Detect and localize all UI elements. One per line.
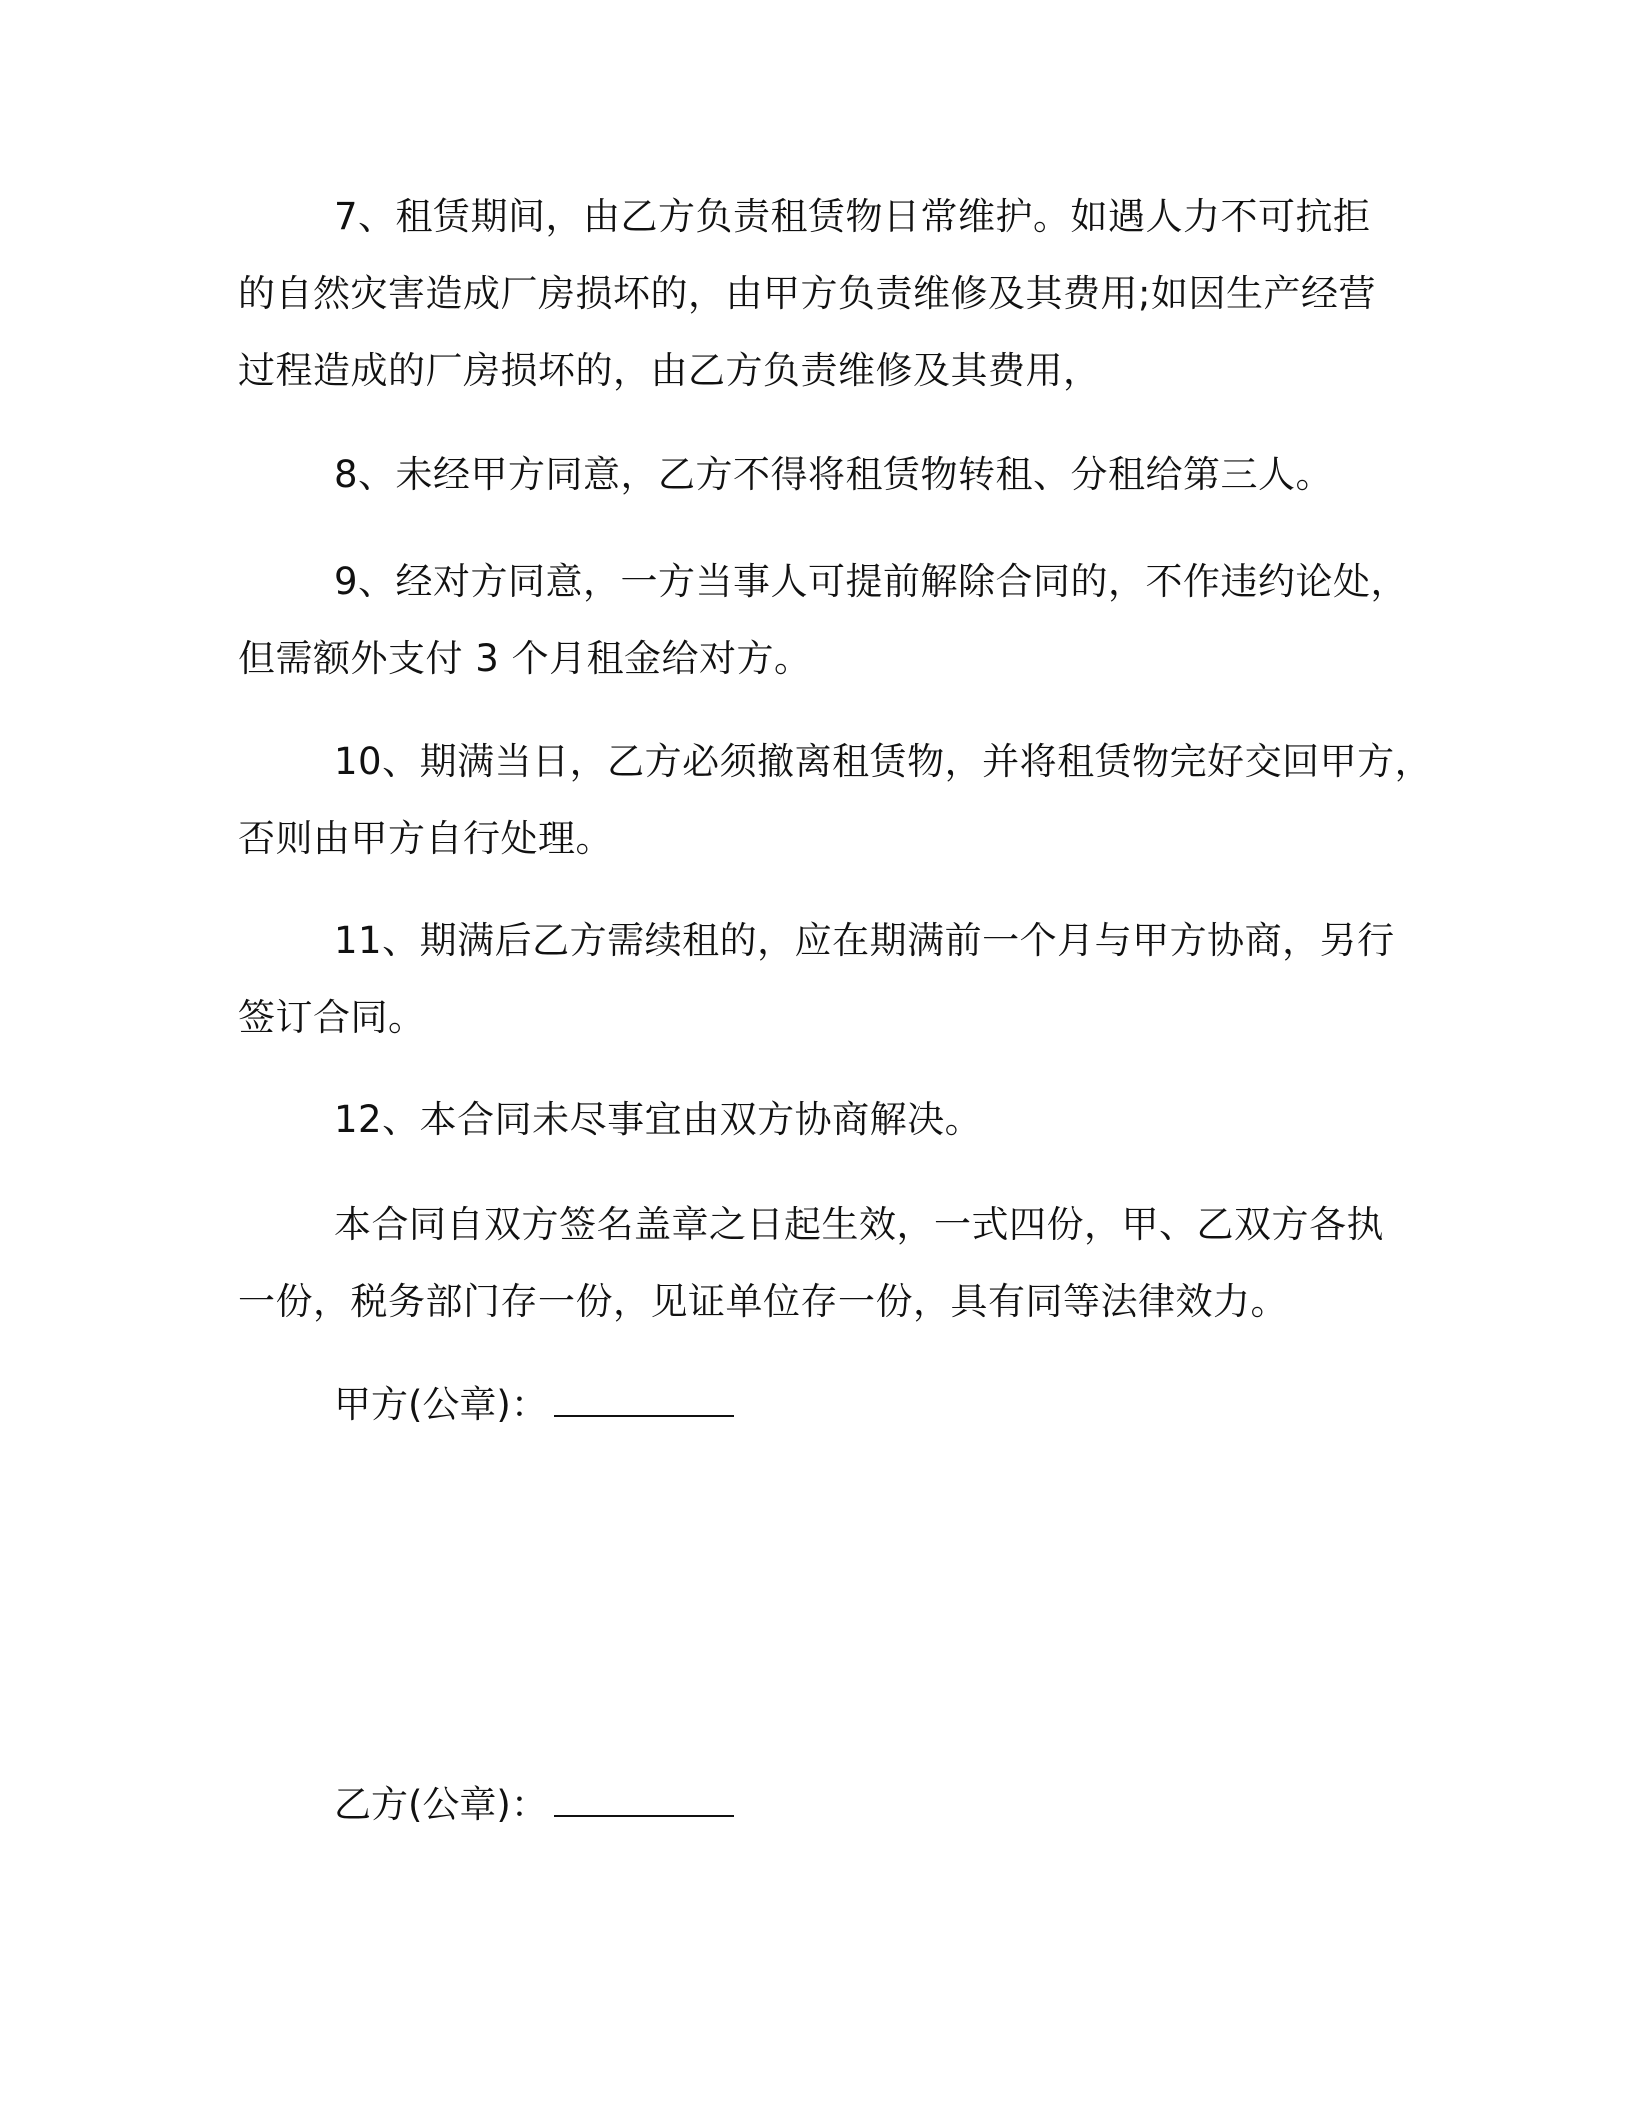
clause-line: 的自然灾害造成厂房损坏的，由甲方负责维修及其费用;如因生产经营	[238, 272, 1376, 315]
party-b-label: 乙方(公章)：	[334, 1783, 548, 1826]
clause-9	[238, 543, 1408, 697]
party-a-signature	[334, 1366, 734, 1443]
clause-line: 但需额外支付 3 个月租金给对方。	[238, 637, 812, 680]
party-a-label: 甲方(公章)：	[334, 1383, 548, 1426]
clause-10	[238, 723, 1433, 877]
clause-line: 过程造成的厂房损坏的，由乙方负责维修及其费用，	[238, 349, 1101, 392]
clause-line: 一份，税务部门存一份，见证单位存一份，具有同等法律效力。	[238, 1280, 1288, 1323]
clause-line: 9、经对方同意，一方当事人可提前解除合同的，不作违约论处，	[334, 560, 1409, 603]
clause-line: 7、租赁期间，由乙方负责租赁物日常维护。如遇人力不可抗拒	[334, 195, 1371, 238]
clause-line: 本合同自双方签名盖章之日起生效，一式四份，甲、乙双方各执	[334, 1203, 1384, 1246]
clause-line: 12、本合同未尽事宜由双方协商解决。	[334, 1098, 983, 1141]
clause-line: 11、期满后乙方需续租的，应在期满前一个月与甲方协商，另行	[334, 919, 1395, 962]
clause-line: 8、未经甲方同意，乙方不得将租赁物转租、分租给第三人。	[334, 453, 1334, 496]
clause-8	[238, 436, 1408, 513]
clause-line: 否则由甲方自行处理。	[238, 817, 613, 860]
effective-clause	[238, 1186, 1408, 1340]
clause-line: 签订合同。	[238, 996, 426, 1039]
clause-11	[238, 902, 1408, 1056]
clause-12	[238, 1081, 1408, 1158]
clause-line: 10、期满当日，乙方必须撤离租赁物，并将租赁物完好交回甲方，	[334, 740, 1433, 783]
party-b-signature-blank	[554, 1781, 734, 1817]
party-b-signature	[334, 1766, 734, 1843]
party-a-signature-blank	[554, 1381, 734, 1417]
clause-7	[238, 178, 1408, 409]
